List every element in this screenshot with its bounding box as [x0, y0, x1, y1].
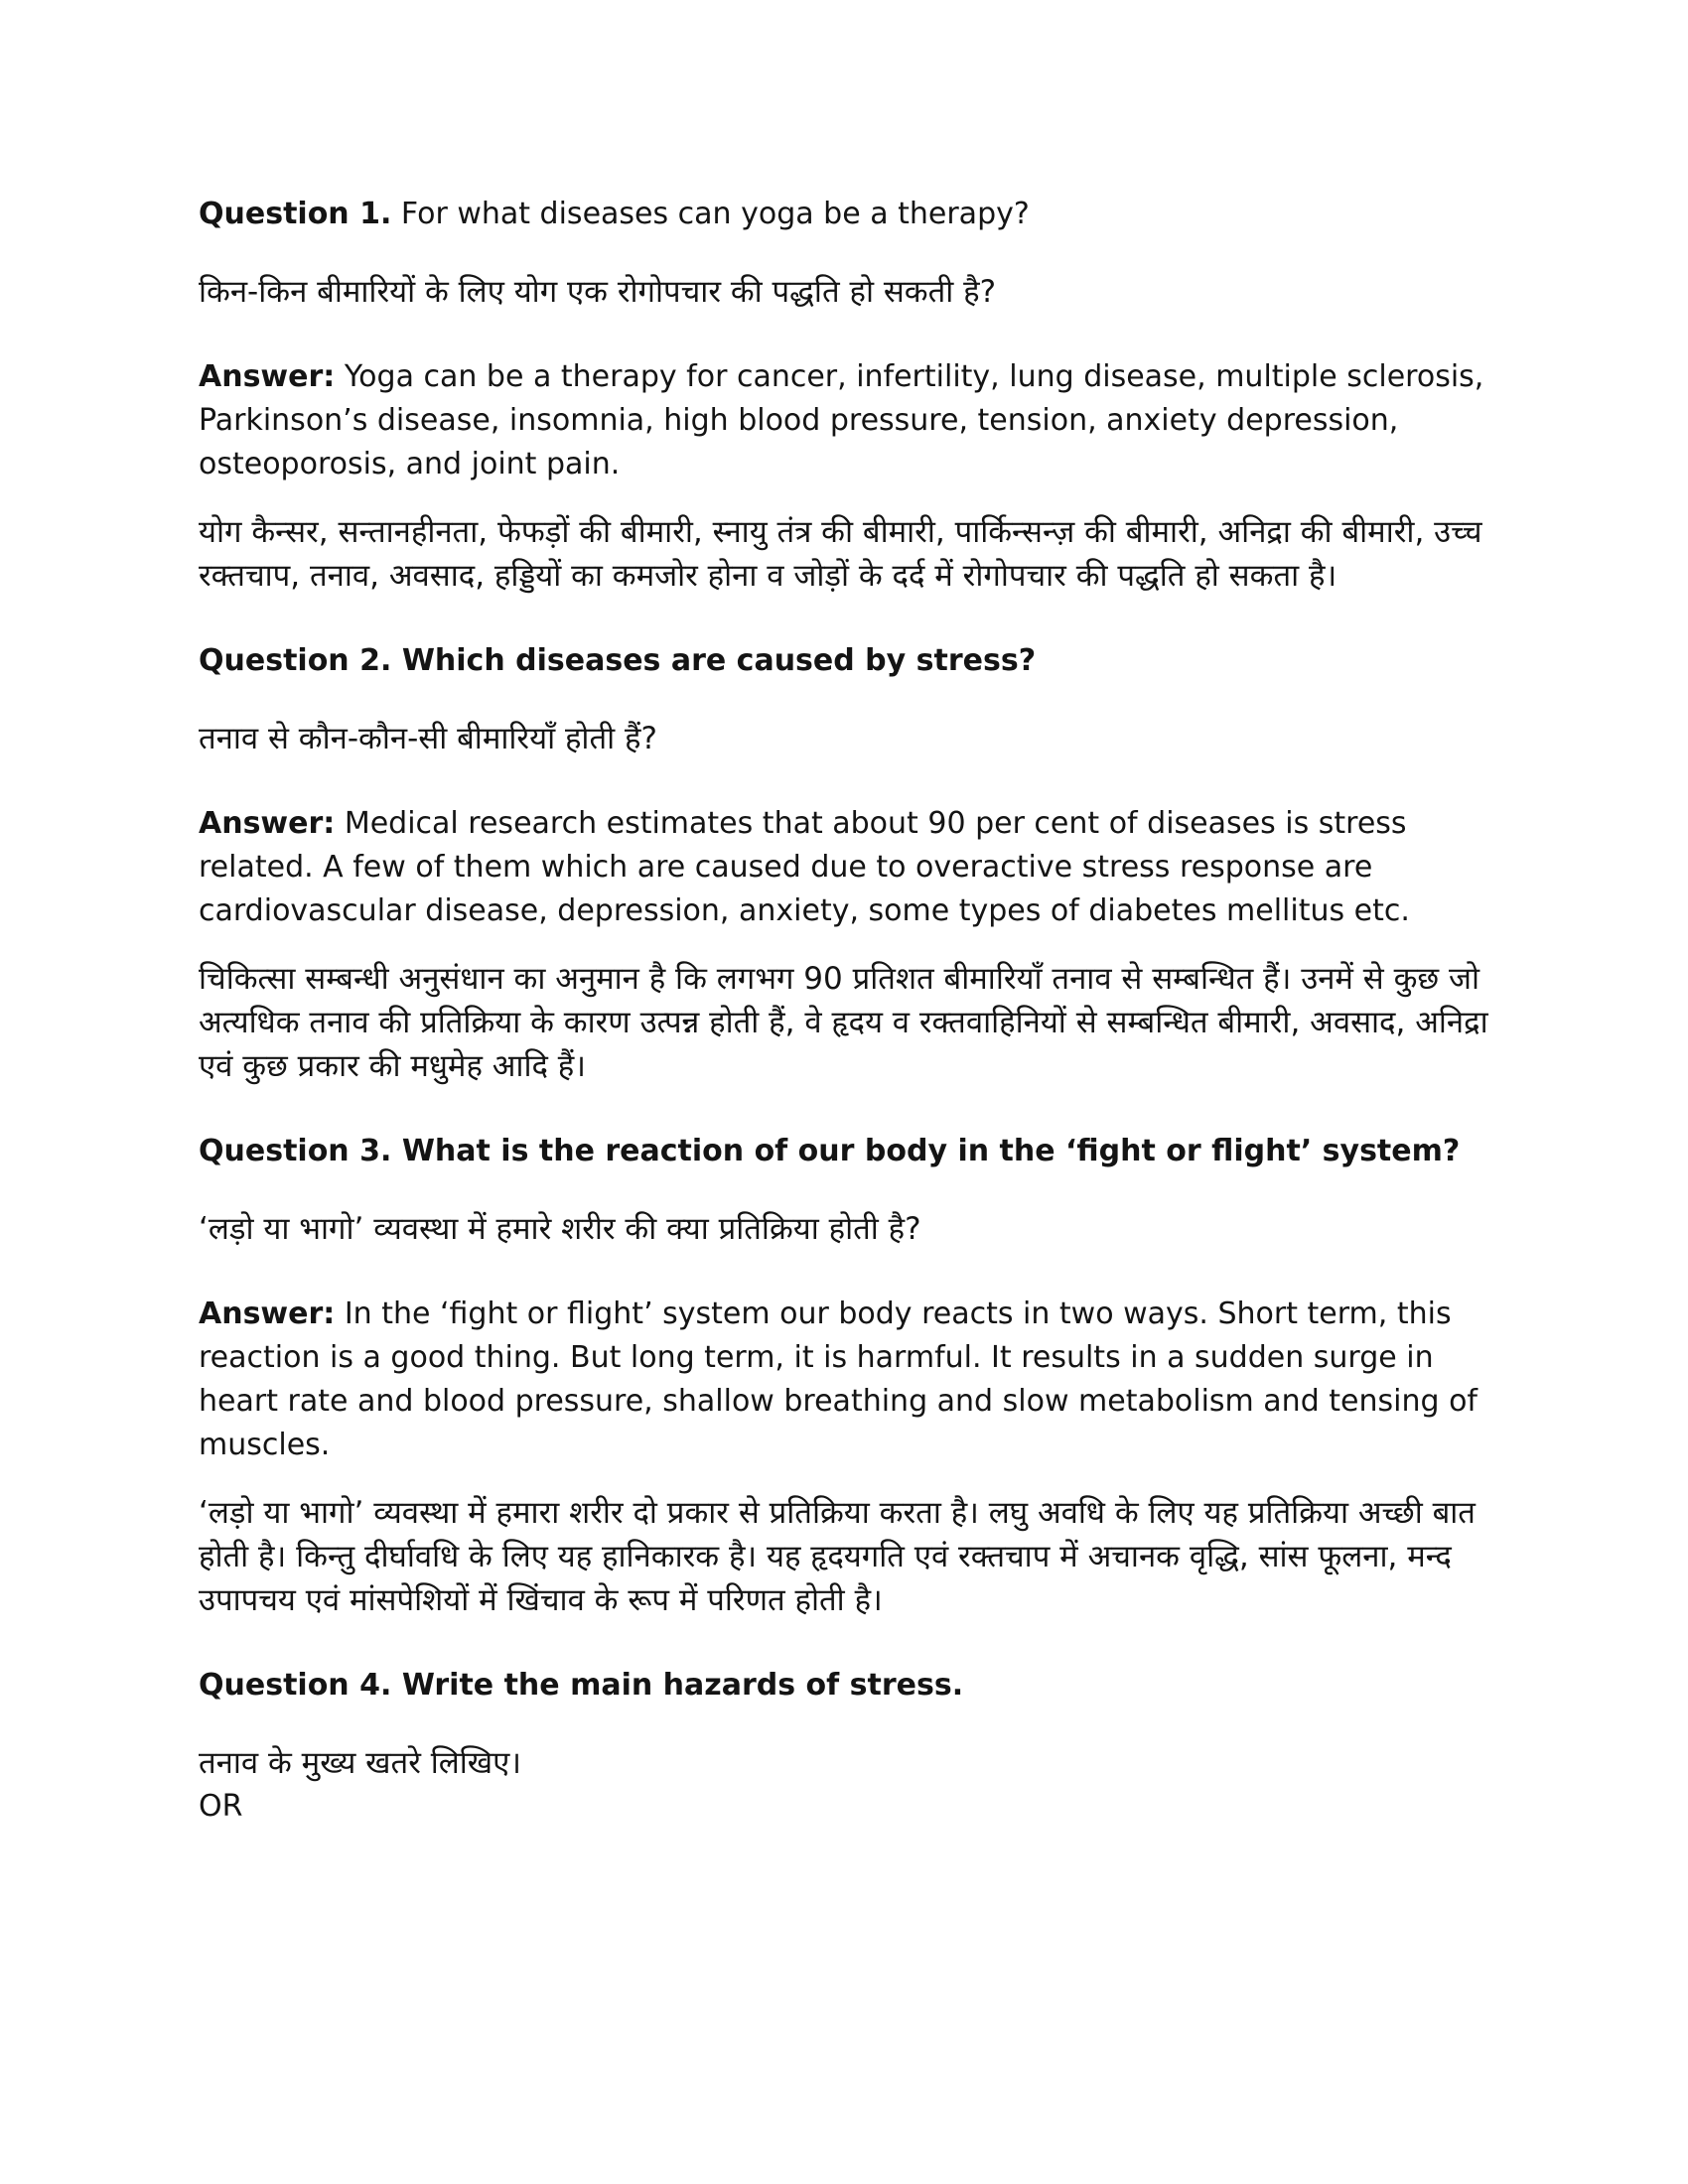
answer-1-label: Answer:	[199, 359, 336, 394]
question-4-text-hi: तनाव के मुख्य खतरे लिखिए।	[199, 1745, 522, 1781]
question-3-text-hi: ‘लड़ो या भागो’ व्यवस्था में हमारे शरीर की क्या प्रतिक्रिया होती है?	[199, 1211, 921, 1247]
answer-3-text-en: In the ‘fight or flight’ system our body reacts in two ways. Short term, this reaction is a good thing. But long term, it is harmful. It results in a sudden surge in heart rate and blood pressure, shallow breathing and slow metabolism and tensing of muscles.	[199, 1297, 1477, 1462]
answer-3-text-hi: ‘लड़ो या भागो’ व्यवस्था में हमारा शरीर दो प्रकार से प्रतिक्रिया करता है। लघु अवधि के लिए यह प्रतिक्रिया अच्छी बात होती है। किन्तु दीर्घावधि के लिए यह हानिकारक है। यह हृदयगति एवं रक्तचाप में अचानक वृद्धि, सांस फूलना, मन्द उपापचय एवं मांसपेशियों में खिंचाव के रूप में परिणत होती है।	[199, 1495, 1476, 1618]
question-3-label: Question 3.	[199, 1134, 392, 1168]
question-2-text-en: Which diseases are caused by stress?	[391, 643, 1037, 678]
or-separator: OR	[199, 1789, 243, 1824]
answer-3-label: Answer:	[199, 1297, 336, 1331]
answer-3	[199, 1293, 1489, 1467]
question-2-text-hi: तनाव से कौन-कौन-सी बीमारियाँ होती हैं?	[199, 721, 657, 756]
question-4	[199, 1664, 1489, 1707]
question-1-text-hi: किन-किन बीमारियों के लिए योग एक रोगोपचार की पद्धति हो सकती है?	[199, 274, 997, 310]
question-1-text-en: For what diseases can yoga be a therapy?	[391, 197, 1030, 231]
answer-2-text-hi: चिकित्सा सम्बन्धी अनुसंधान का अनुमान है कि लगभग 90 प्रतिशत बीमारियाँ तनाव से सम्बन्धित हैं। उनमें से कुछ जो अत्यधिक तनाव की प्रतिक्रिया के कारण उत्पन्न होती हैं, वे हृदय व रक्तवाहिनियों से सम्बन्धित बीमारी, अवसाद, अनिद्रा एवं कुछ प्रकार की मधुमेह आदि हैं।	[199, 961, 1488, 1084]
answer-1-text-en: Yoga can be a therapy for cancer, infertility, lung disease, multiple sclerosis, Parkinson’s disease, insomnia, high blood pressure, tension, anxiety depression, osteoporosis, and joint pain.	[199, 359, 1484, 481]
question-4-label: Question 4.	[199, 1668, 392, 1703]
answer-1-text-hi: योग कैन्सर, सन्तानहीनता, फेफड़ों की बीमारी, स्नायु तंत्र की बीमारी, पार्किन्सन्ज़ की बीमारी, अनिद्रा की बीमारी, उच्च रक्तचाप, तनाव, अवसाद, हड्डियों का कमजोर होना व जोड़ों के दर्द में रोगोपचार की पद्धति हो सकता है।	[199, 514, 1482, 594]
question-3-text-en: What is the reaction of our body in the ‘fight or flight’ system?	[391, 1134, 1461, 1168]
answer-2-text-en: Medical research estimates that about 90 per cent of diseases is stress related. A few of them which are caused due to overactive stress response are cardiovascular disease, depression, anxiety, some types of diabetes mellitus etc.	[199, 806, 1410, 928]
question-1	[199, 193, 1489, 236]
answer-1	[199, 355, 1489, 486]
answer-2	[199, 802, 1489, 933]
question-2	[199, 639, 1489, 683]
question-4-text-en: Write the main hazards of stress.	[391, 1668, 964, 1703]
question-2-label: Question 2.	[199, 643, 392, 678]
question-1-label: Question 1.	[199, 197, 392, 231]
answer-2-label: Answer:	[199, 806, 336, 841]
question-3	[199, 1130, 1489, 1173]
